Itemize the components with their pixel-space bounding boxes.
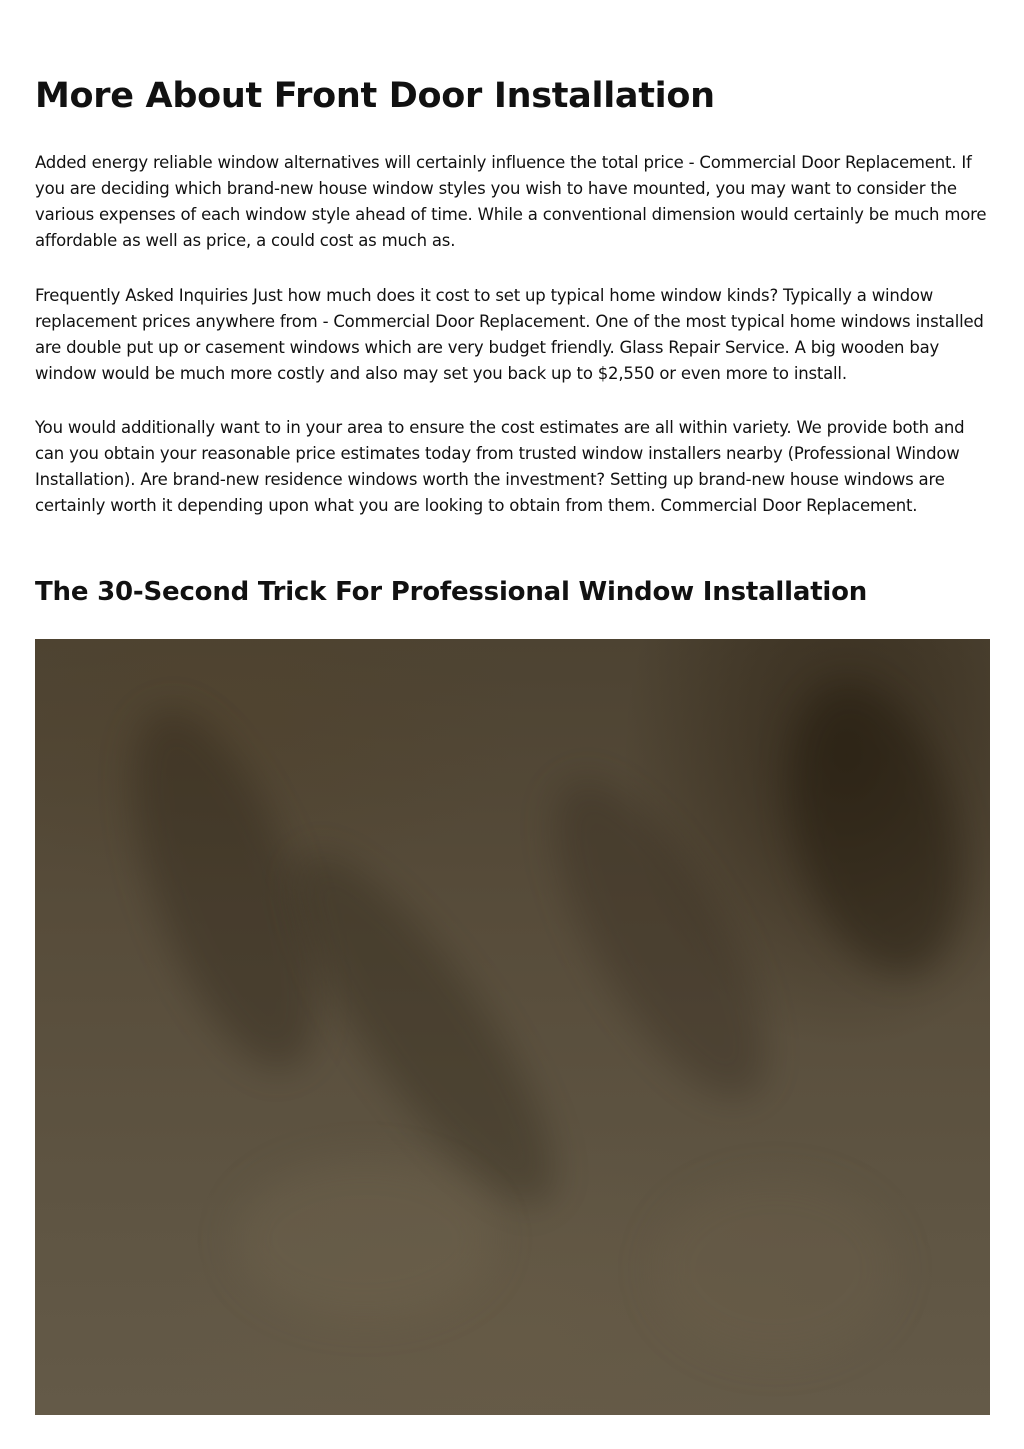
paragraph-3: You would additionally want to in your area to ensure the cost estimates are all within variety. We provide both and can you obtain your reasonable price estimates today from trusted window installers nearby (Professional Window Installation). Are brand-new residence windows worth the investment? Setting up brand-new house windows are certainly worth it depending upon what you are looking to obtain from them. Commercial Door Replacement. [35, 418, 965, 515]
page-title: More About Front Door Installation [35, 76, 715, 116]
section-heading: The 30-Second Trick For Professional Window Installation [35, 577, 868, 607]
paragraph-1: Added energy reliable window alternatives will certainly influence the total price - Commercial Door Replacement. If you are deciding which brand-new house window styles you wish to have mounted, you may want to consider the various expenses of each window style ahead of time. While a conventional dimension would certainly be much more affordable as well as price, a could cost as much as. [35, 153, 987, 250]
article-photo [35, 639, 990, 1415]
paragraph-2: Frequently Asked Inquiries Just how much does it cost to set up typical home window kinds? Typically a window replacement prices anywhere from - Commercial Door Replacement. One of the most typical home windows installed are double put up or casement windows which are very budget friendly. Glass Repair Service. A big wooden bay window would be much more costly and also may set you back up to $2,550 or even more to install. [35, 286, 984, 383]
